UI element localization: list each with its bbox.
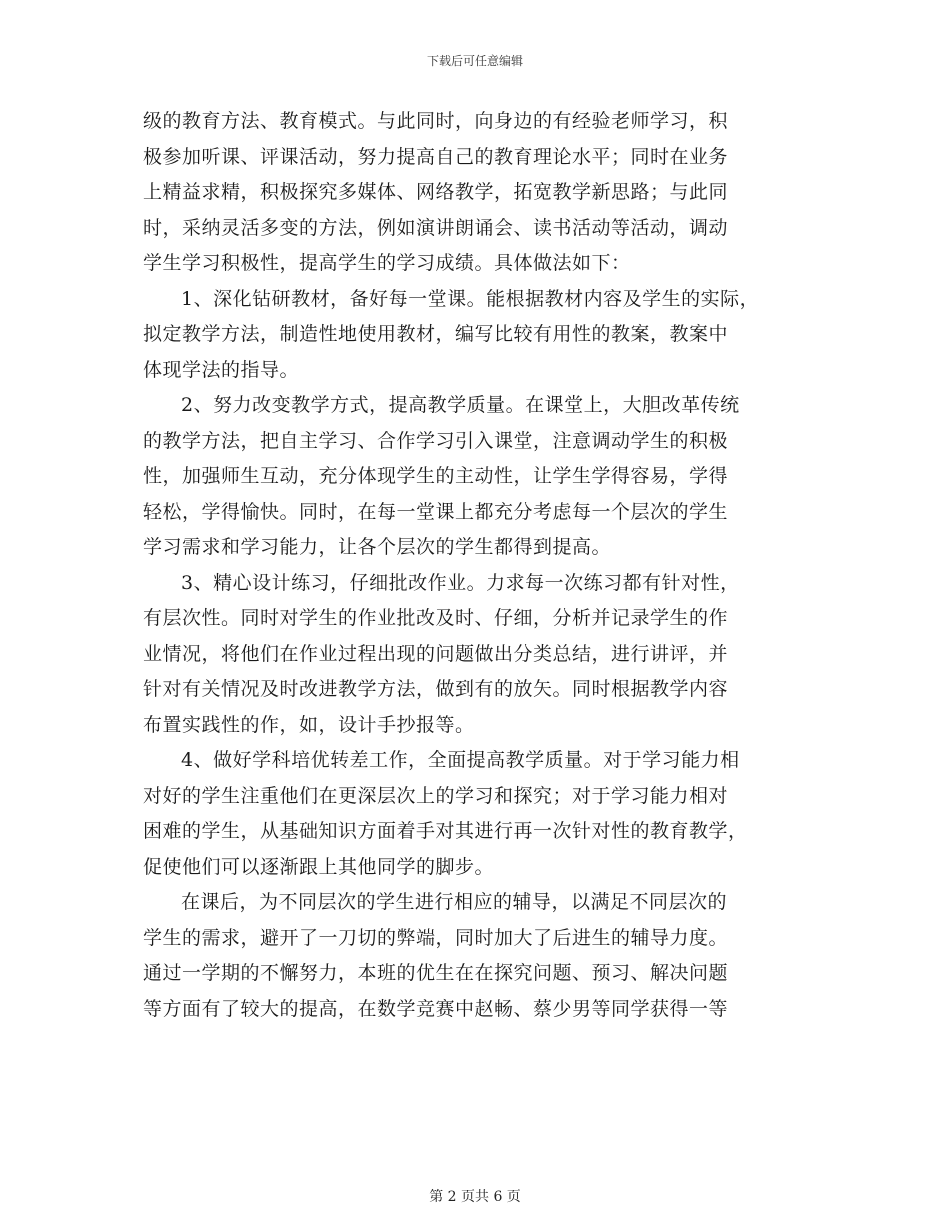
text-line: 2、努力改变教学方式，提高教学质量。在课堂上，大胆改革传统 [181,394,740,416]
text-line: 3、精心设计练习，仔细批改作业。力求每一次练习都有针对性， [181,571,740,594]
text-line: 的教学方法，把自主学习、合作学习引入课堂，注意调动学生的积极 [143,429,729,452]
text-line: 拟定教学方法，制造性地使用教材，编写比较有用性的教案，教案中 [143,323,729,345]
text-line: 4、做好学科培优转差工作，全面提高教学质量。对于学习能力相 [181,749,740,771]
text-line: 级的教育方法、教育模式。与此同时，向身边的有经验老师学习，积 [143,110,729,132]
text-line: 等方面有了较大的提高，在数学竞赛中赵畅、蔡少男等同学获得一等 [143,997,729,1020]
text-line: 对好的学生注重他们在更深层次上的学习和探究；对于学习能力相对 [143,784,729,807]
document-body [143,104,823,1027]
page-header: 下载后可任意编辑 [426,54,523,68]
text-line: 有层次性。同时对学生的作业批改及时、仔细，分析并记录学生的作 [143,607,729,629]
text-line: 极参加听课、评课活动，努力提高自己的教育理论水平；同时在业务 [143,145,729,168]
text-line: 学习需求和学习能力，让各个层次的学生都得到提高。 [143,536,612,558]
text-line: 布置实践性的作，如，设计手抄报等。 [143,713,475,736]
text-line: 时，采纳灵活多变的方法，例如演讲朗诵会、读书活动等活动，调动 [143,216,729,239]
text-line: 学生学习积极性，提高学生的学习成绩。具体做法如下： [143,252,631,274]
text-line: 困难的学生，从基础知识方面着手对其进行再一次针对性的教育教学， [143,820,748,842]
text-line: 学生的需求，避开了一刀切的弊端，同时加大了后进生的辅导力度。 [143,926,729,949]
text-line: 上精益求精，积极探究多媒体、网络教学，拓宽教学新思路；与此同 [143,181,729,203]
text-line: 在课后，为不同层次的学生进行相应的辅导，以满足不同层次的 [181,891,728,913]
text-line: 1、深化钻研教材，备好每一堂课。能根据教材内容及学生的实际， [181,287,760,310]
text-line: 通过一学期的不懈努力，本班的优生在在探究问题、预习、解决问题 [143,962,729,984]
text-line: 针对有关情况及时改进教学方法，做到有的放矢。同时根据教学内容 [143,678,729,700]
text-line: 体现学法的指导。 [143,358,300,381]
text-line: 业情况，将他们在作业过程出现的问题做出分类总结，进行讲评，并 [143,642,729,665]
text-line: 轻松，学得愉快。同时，在每一堂课上都充分考虑每一个层次的学生 [143,500,729,523]
text-line: 促使他们可以逐渐跟上其他同学的脚步。 [143,855,495,878]
page-number: 第 2 页共 6 页 [429,1189,521,1205]
text-line: 性，加强师生互动，充分体现学生的主动性，让学生学得容易，学得 [143,465,729,487]
